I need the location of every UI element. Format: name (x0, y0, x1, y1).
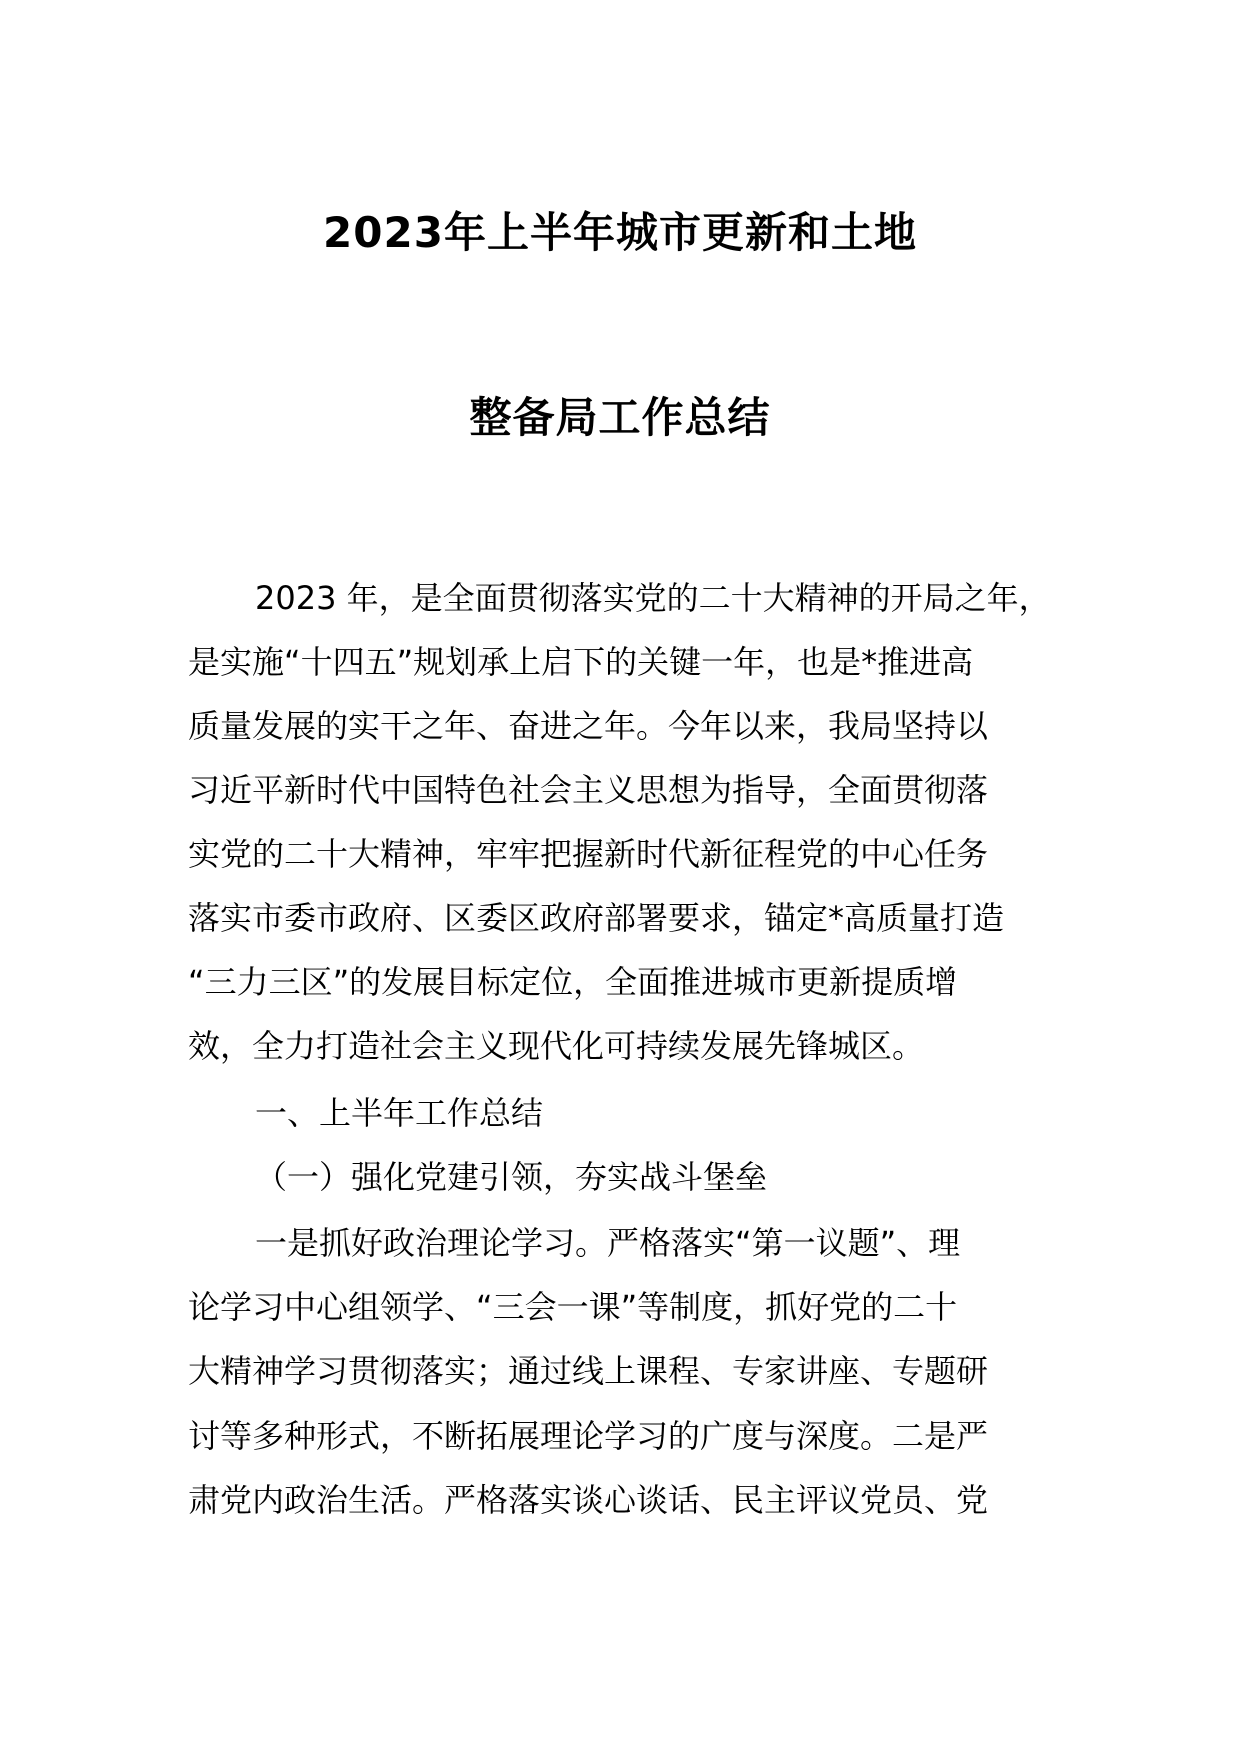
body-line-4: 习近平新时代中国特色社会主义思想为指导，全面贯彻落 (188, 771, 989, 809)
body-line-5: 实党的二十大精神，牢牢把握新时代新征程党的中心任务 (188, 835, 989, 873)
subsection-heading-1: （一）强化党建引领，夯实战斗堡垒 (255, 1158, 768, 1196)
body-line-2: 是实施“十四五”规划承上启下的关键一年，也是*推进高 (188, 643, 974, 681)
body-line-3: 质量发展的实干之年、奋进之年。今年以来，我局坚持以 (188, 707, 989, 745)
document-title-line-2: 整备局工作总结 (469, 393, 771, 442)
section-heading-1: 一、上半年工作总结 (255, 1094, 544, 1132)
body-line-6: 落实市委市政府、区委区政府部署要求，锚定*高质量打造 (188, 899, 1005, 937)
body-line-7: “三力三区”的发展目标定位，全面推进城市更新提质增 (188, 963, 958, 1001)
body-line-13: 大精神学习贯彻落实；通过线上课程、专家讲座、专题研 (188, 1352, 989, 1390)
body-line-11: 一是抓好政治理论学习。严格落实“第一议题”、理 (255, 1224, 961, 1262)
document-title-line-1: 2023年上半年城市更新和土地 (323, 208, 917, 257)
body-line-12: 论学习中心组领学、“三会一课”等制度，抓好党的二十 (188, 1288, 958, 1326)
body-line-1: 2023 年，是全面贯彻落实党的二十大精神的开局之年， (255, 579, 1051, 617)
body-line-15: 肃党内政治生活。严格落实谈心谈话、民主评议党员、党 (188, 1481, 989, 1519)
body-line-8: 效，全力打造社会主义现代化可持续发展先锋城区。 (188, 1027, 925, 1065)
body-line-14: 讨等多种形式，不断拓展理论学习的广度与深度。二是严 (188, 1417, 989, 1455)
